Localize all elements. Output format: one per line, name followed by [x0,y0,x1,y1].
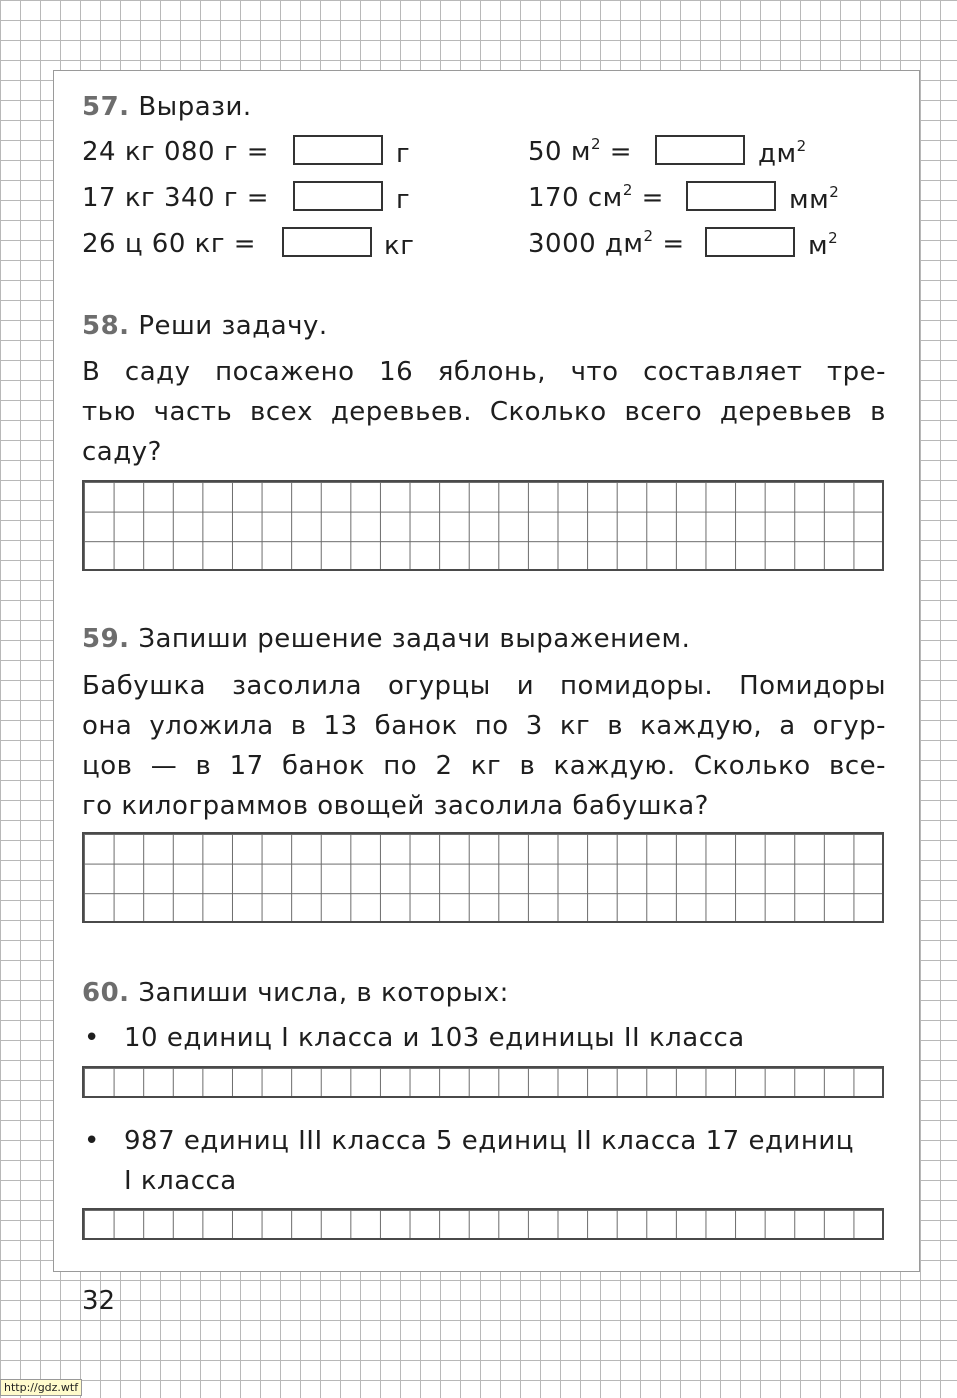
ex59-line-4: го килограммов овощей засолила бабушка? [82,791,709,821]
ex57-row1-left: 24 кг 080 г = [82,137,270,167]
ex57-row3-left: 26 ц 60 кг = [82,229,257,259]
ex60-bullet-2: • [84,1126,100,1156]
ex60-item-1: 10 единиц I класса и 103 единицы II класса [124,1023,745,1053]
ex57-row3-right-answer-box[interactable] [705,227,795,257]
ex57-row1-left-answer-box[interactable] [293,135,383,165]
ex57-row1-right-answer-box[interactable] [655,135,745,165]
ex58-line-2: тью часть всех деревьев. Сколько всего деревьев в [82,397,886,427]
ex60-item-2-line-2: I класса [124,1166,237,1196]
ex58-line-1: В саду посажено 16 яблонь, что составляет тре- [82,357,886,387]
ex57-title: Вырази. [138,92,252,122]
ex59-title: Запиши решение задачи выражением. [138,624,691,654]
ex57-row3-right: 3000 $дм^2$ = [528,227,685,259]
page-number: 32 [82,1286,116,1316]
ex59-heading [82,626,690,652]
ex57-number: 57. [82,92,130,122]
ex57-row3-left-unit: кг [384,231,415,261]
ex57-row1-left-unit: г [396,139,411,169]
ex60-item-2-line-1: 987 единиц III класса 5 единиц II класса 17 единиц [124,1126,854,1156]
ex58-answer-grid[interactable] [82,480,884,571]
ex60-bullet-1: • [84,1023,100,1053]
ex57-row2-left: 17 кг 340 г = [82,183,270,213]
ex60-item1-answer-cells[interactable] [82,1066,884,1098]
ex58-title: Реши задачу. [138,311,328,341]
ex57-heading [82,94,252,120]
ex59-line-3: цов — в 17 банок по 2 кг в каждую. Сколько все- [82,751,886,781]
ex59-line-1: Бабушка засолила огурцы и помидоры. Помидоры [82,671,886,701]
ex60-title: Запиши числа, в которых: [138,978,509,1008]
ex57-row1-right-unit: $дм^2$ [758,137,807,169]
watermark-link[interactable]: http://gdz.wtf [0,1379,82,1396]
ex57-row3-right-unit: $м^2$ [808,229,839,261]
ex57-row1-right: 50 $м^2$ = [528,135,633,167]
ex57-row2-right: 170 $см^2$ = [528,181,664,213]
ex58-heading [82,313,328,339]
ex57-row2-right-unit: $мм^2$ [789,183,840,215]
ex58-problem-text [82,352,886,472]
ex58-number: 58. [82,311,130,341]
ex57-row2-left-answer-box[interactable] [293,181,383,211]
ex59-answer-grid[interactable] [82,832,884,923]
ex59-number: 59. [82,624,130,654]
ex57-row2-left-unit: г [396,185,411,215]
ex60-item2-answer-cells[interactable] [82,1208,884,1240]
ex60-number: 60. [82,978,130,1008]
ex59-line-2: она уложила в 13 банок по 3 кг в каждую, а огур- [82,711,886,741]
ex57-row2-right-answer-box[interactable] [686,181,776,211]
ex59-problem-text [82,666,886,826]
ex57-row3-left-answer-box[interactable] [282,227,372,257]
ex60-heading [82,980,509,1006]
ex58-line-3: саду? [82,437,162,467]
